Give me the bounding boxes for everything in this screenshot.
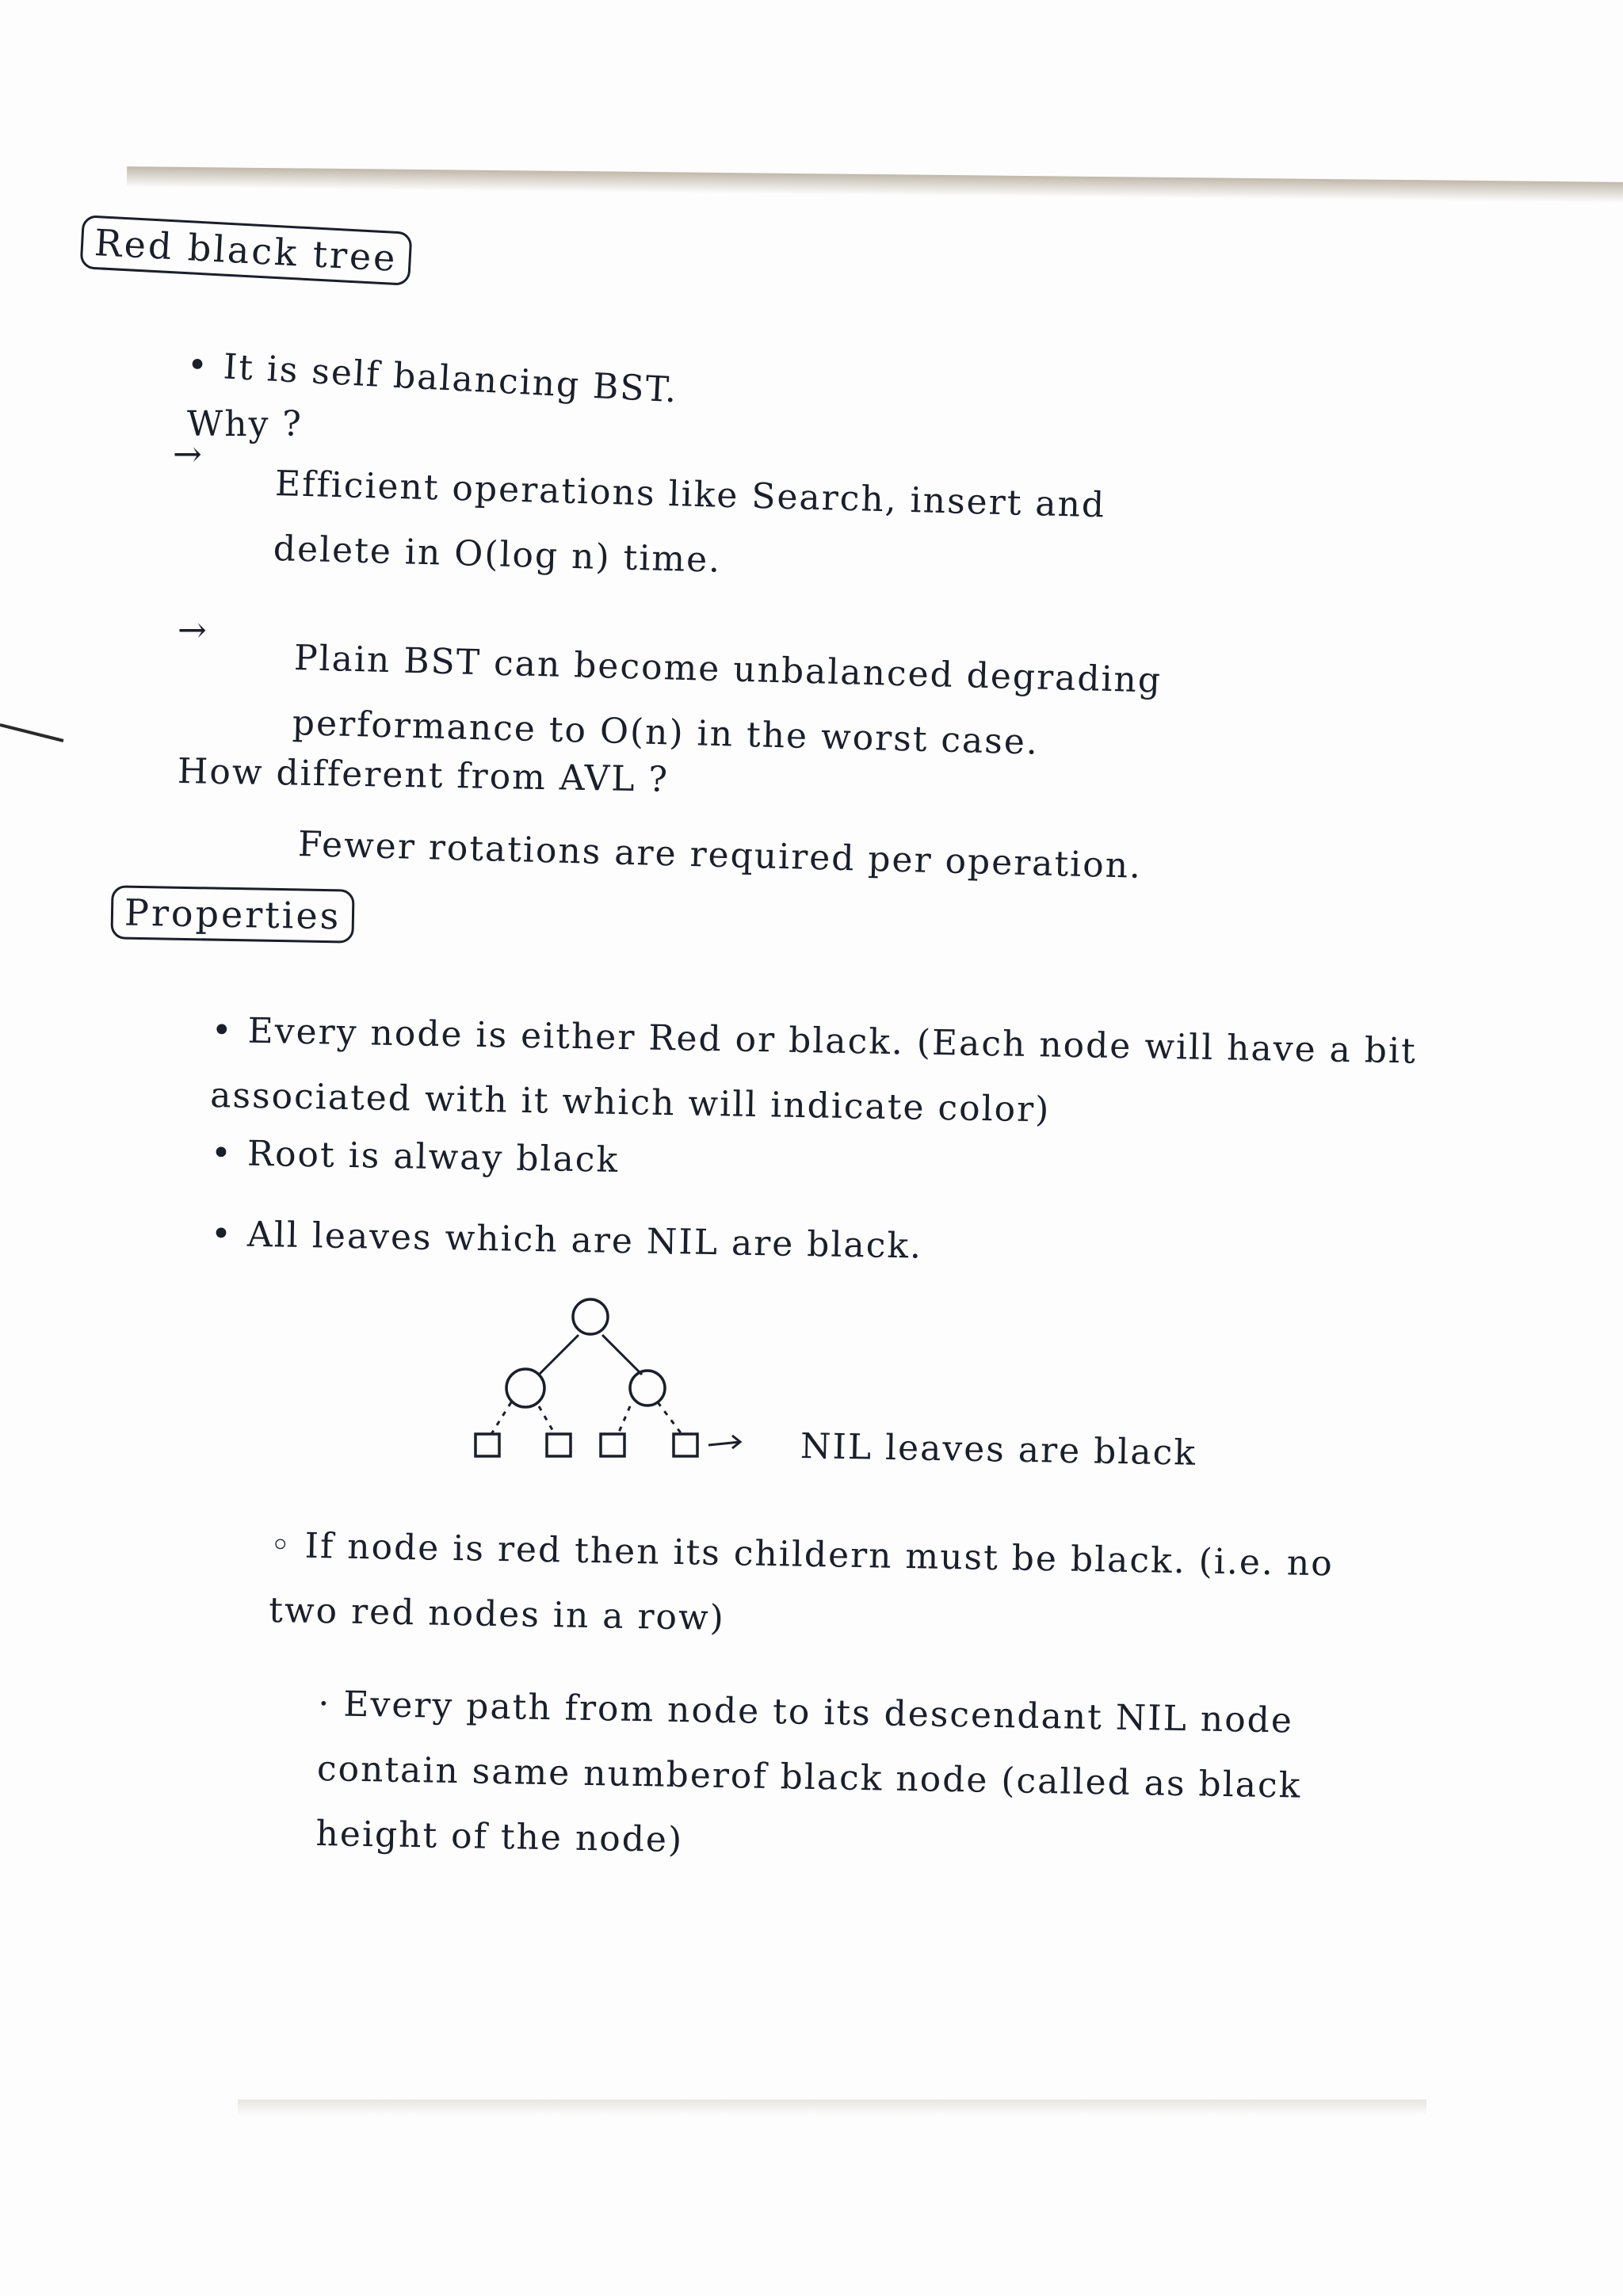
diagram-label: NIL leaves are black: [800, 1426, 1197, 1474]
page-crease-shadow: [238, 2100, 1426, 2115]
page-edge-mark: [0, 717, 71, 749]
diagram-nodes: [475, 1299, 697, 1456]
diagram-arrow: [708, 1436, 740, 1448]
property-3: • All leaves which are NIL are black.: [211, 1214, 923, 1267]
why-point-2: Plain BST can become unbalanced degrading performance to O(n) in the worst case.: [292, 638, 1163, 763]
bullet-dot: ·: [317, 1684, 344, 1725]
arrow-icon: →: [178, 610, 207, 650]
properties-heading: Properties: [124, 891, 342, 938]
property-1: • Every node is either Red or black. (Each node will have a bit associated with it which will indicate color): [210, 998, 1433, 1150]
property-2: • Root is alway black: [211, 1133, 620, 1180]
nil-leaf: [601, 1434, 624, 1456]
avl-answer: Fewer rotations are required per operation.: [297, 824, 1143, 887]
nil-leaf: [547, 1434, 571, 1456]
bullet-dot: ◦: [269, 1525, 306, 1566]
property-4: [269, 1513, 1412, 1663]
avl-heading: How different from AVL ?: [177, 751, 670, 800]
nil-leaves-diagram: [412, 1283, 856, 1474]
property-5-text: Every path from node to its descendant NIL node contain same numberof black node (called as black height of the node): [315, 1684, 1302, 1861]
title-box: [80, 215, 413, 286]
intro-line: • It is self balancing BST.: [186, 345, 679, 410]
properties-box: [110, 885, 354, 943]
diagram-edges: [491, 1335, 682, 1434]
why-point-1: Efficient operations like Search, insert and delete in O(log n) time.: [273, 463, 1106, 581]
nil-leaf: [674, 1434, 697, 1456]
arrow-icon: →: [173, 434, 202, 475]
right-child-node: [630, 1371, 665, 1405]
property-4-text: If node is red then its childern must be black. (i.e. no two red nodes in a row): [268, 1525, 1335, 1639]
left-child-node: [506, 1369, 544, 1407]
property-5: [315, 1672, 1428, 1886]
why-heading: Why ?: [187, 404, 303, 444]
page-title: Red black tree: [93, 221, 399, 280]
root-node: [573, 1299, 608, 1334]
page-fold-shadow: [127, 166, 1623, 203]
nil-leaf: [475, 1434, 499, 1456]
